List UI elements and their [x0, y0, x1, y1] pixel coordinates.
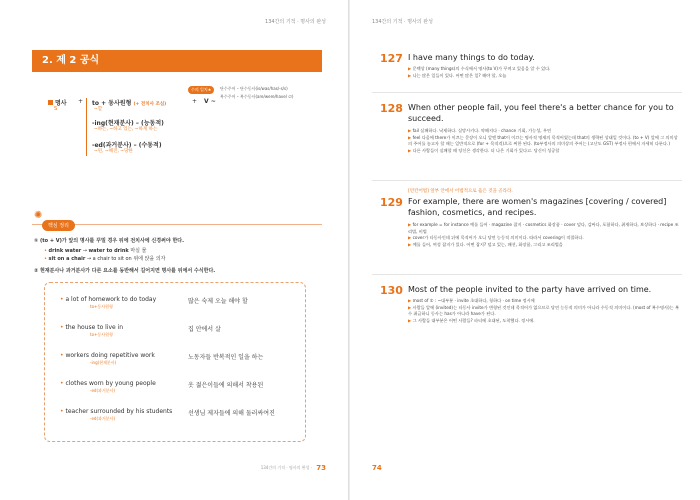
entry-notes: ▶ 문맥상 (many things)의 수식에서 명사(to V)가 꾸며고 있음을 알 수 있다. ▶ 나는 많은 일들이 있다. 어떤 많은 일? 해야 할, 오늘	[408, 66, 551, 78]
agreement-plural: 복수주어 – 복수동사(are/were/have/ ∅)	[220, 94, 294, 99]
formula-verb: V ~	[204, 98, 216, 105]
formula-diagram	[48, 86, 328, 181]
entry-divider	[372, 274, 682, 275]
sun-icon: ✺	[34, 210, 43, 221]
left-page-number: 73	[316, 464, 326, 472]
entry-sentence: Most of the people invited to the party have arrived on time.	[408, 285, 652, 294]
right-page	[350, 0, 700, 500]
left-page-footer: 134간의 기적 · 명사의 완성 ·	[260, 465, 312, 470]
agreement-singular: 단수주어 – 단수동사(is/was/has/-s/s)	[220, 86, 288, 91]
formula-ing-sub: ~하는, ~하고 있는, ~하게 하는	[94, 127, 158, 132]
formula-bracket	[86, 98, 87, 156]
entry-number: 130	[380, 284, 403, 297]
entry-question-tip: [빈칸어법] 앞부 안에서 어법적으로 옳은 것을 골라라.	[408, 189, 513, 194]
entry-sentence: I have many things to do today.	[408, 53, 535, 62]
entry-divider	[372, 92, 682, 93]
entry-sentence: For example, there are women's magazines [covering / covered] fashion, cosmetics, and recipes.	[408, 197, 667, 217]
entry-notes: ▶ for example = for instance 예를 들어 · magazine 잡지 · cosmetics 화장품 · cover 덮다, 감싸다, 포함하다, 취재하다, 보상하다 · recipe 조리법, 비법 ▶ cover가 타동사인데 뒤에 목적어가 오니 당연 능동적 의미이다. 따라서 covering이 적절하다. ▶ 예를 들어, 여성 잡지가 있다. 어떤 잡지? 덮고 있는, 패션, 화장품, 그리고 조리법을	[408, 222, 679, 247]
section-title-banner: 2. 제 2 공식	[32, 50, 322, 72]
core-point-1: ① (to + V)가 앞의 명사를 꾸밀 경우 뒤에 전치사에 신경써야 한다.	[34, 238, 184, 244]
entry-notes: ▶ most of ① : ~대부분 · invite 초대하다, 청하다 · on time 정시에 ▶ 사람들 앞에 (invited)는 타동사 invite가 변형된 것인데 목적어가 없으므로 당연 능동적 의미가 아니라 수동적 의미이다. (most of 복수명사)는 복수 취급하니 동사는 has가 아니라 have가 된다. ▶ 그 사람들 대부분은 어떤 사람들? 파티에 초대된, 도착했다. 정시에.	[408, 298, 680, 323]
formula-ed-sub: ~된, ~해진, ~당한	[94, 149, 133, 154]
formula-ing: -ing(현재분사) – (능동적)	[92, 120, 164, 127]
entry-number: 129	[380, 196, 403, 209]
square-bullet-icon	[48, 100, 53, 105]
agreement-badge: 수의 일치★	[188, 86, 214, 94]
entry-number: 128	[380, 102, 403, 115]
entry-sentence: When other people fail, you feel there's a better chance for you to succeed.	[408, 103, 674, 123]
core-divider	[32, 224, 322, 225]
entry-notes: ▶ fail 실패하다. 낙제하다. 실망시키다. 약해지다 · chance 기회, 가능성, 우연 ▶ feel 다음에 there가 이끄는 문장이 오니 앞엔 that이 이끄는 명사적 명제의 목적어였는데 that의 생략된 상태일 것이다. (to + V) 앞에 그 의미상의 주어를 놓고자 할 때는 일반적으로 (for + 목적격)으로 써한 된다. (to부정사의 의미상의 주어는 (고난도 GST) 부정사 편에서 자세히 다룬다.) ▶ 다른 사람들이 실패할 때 당신은 생각한다. 더 나은 기회가 있다고. 당신이 성공할	[408, 128, 678, 153]
core-point-1-example-2: • sit on a chair → a chair to sit on 위에 앉을 의자	[44, 256, 166, 262]
examples-box	[44, 282, 306, 442]
formula-ed: -ed(과거분사) – (수동적)	[92, 142, 162, 149]
entry-divider	[372, 180, 682, 181]
core-point-1-example-1: • drink water → water to drink 마실 물	[44, 248, 147, 254]
formula-to-v: to + 동사원형 (+ 전치사 조심)	[92, 100, 167, 107]
formula-noun: 명사	[48, 98, 67, 107]
formula-plus-2: +	[192, 98, 198, 105]
core-summary-pill: 핵심 정리	[42, 220, 75, 231]
formula-noun-sub: S	[54, 106, 58, 112]
formula-plus-1: +	[78, 98, 84, 105]
left-page: 134간의 기적 · 명사의 완성 2. 제 2 공식 명사 S + to + 동사원형 (+ 전치사 조심) ~할 -ing(현재분사) – (능동적) ~하는, ~하고 있는, ~하게 하는 -ed(과거분사) – (수동적) ~된, ~해진, ~당한 + V ~ 수의 일치★ 단수주어 – 단수동사(is/was/has/-s/s) 복수주어 – 복수동사(are/were/have/ ∅) ✺ 핵심 정리 ① (to + V)가 앞의 명사를 꾸밀 경우 뒤에 전치사에 신경써야 한다. • drink water → water to drink 마실 물 • sit on a chair → a chair to sit on 위에 앉을 의자 ② 현재분사나 과거분사가 다른 요소를 동반해서 길어지면 명사를 뒤에서 수식한다. • a lot of homework to do today to+동사원형 많은 숙제 오늘 해야 할 • the house to live in to+동사원형 집 안에서 살 • workers doing repetitive work -ing(현재분사) 노동자들 반복적인 일을 하는 • clothes worn by young people -ed(과거분사) 옷 젊은이들에 의해서 착용된 • teacher surrounded by his students -ed(과거분사) 선생님 제자들에 의해 둘러싸여진 134간의 기적 · 명사의 완성 · 73	[0, 0, 350, 500]
entry-number: 127	[380, 52, 403, 65]
left-page-header: 134간의 기적 · 명사의 완성	[265, 19, 326, 25]
right-page-header: 134간의 기적 · 명사의 완성	[372, 19, 433, 25]
right-page-number: 74	[372, 464, 382, 472]
core-point-2: ② 현재분사나 과거분사가 다른 요소를 동반해서 길어지면 명사를 뒤에서 수식한다.	[34, 268, 216, 274]
formula-to-v-sub: ~할	[94, 107, 103, 112]
